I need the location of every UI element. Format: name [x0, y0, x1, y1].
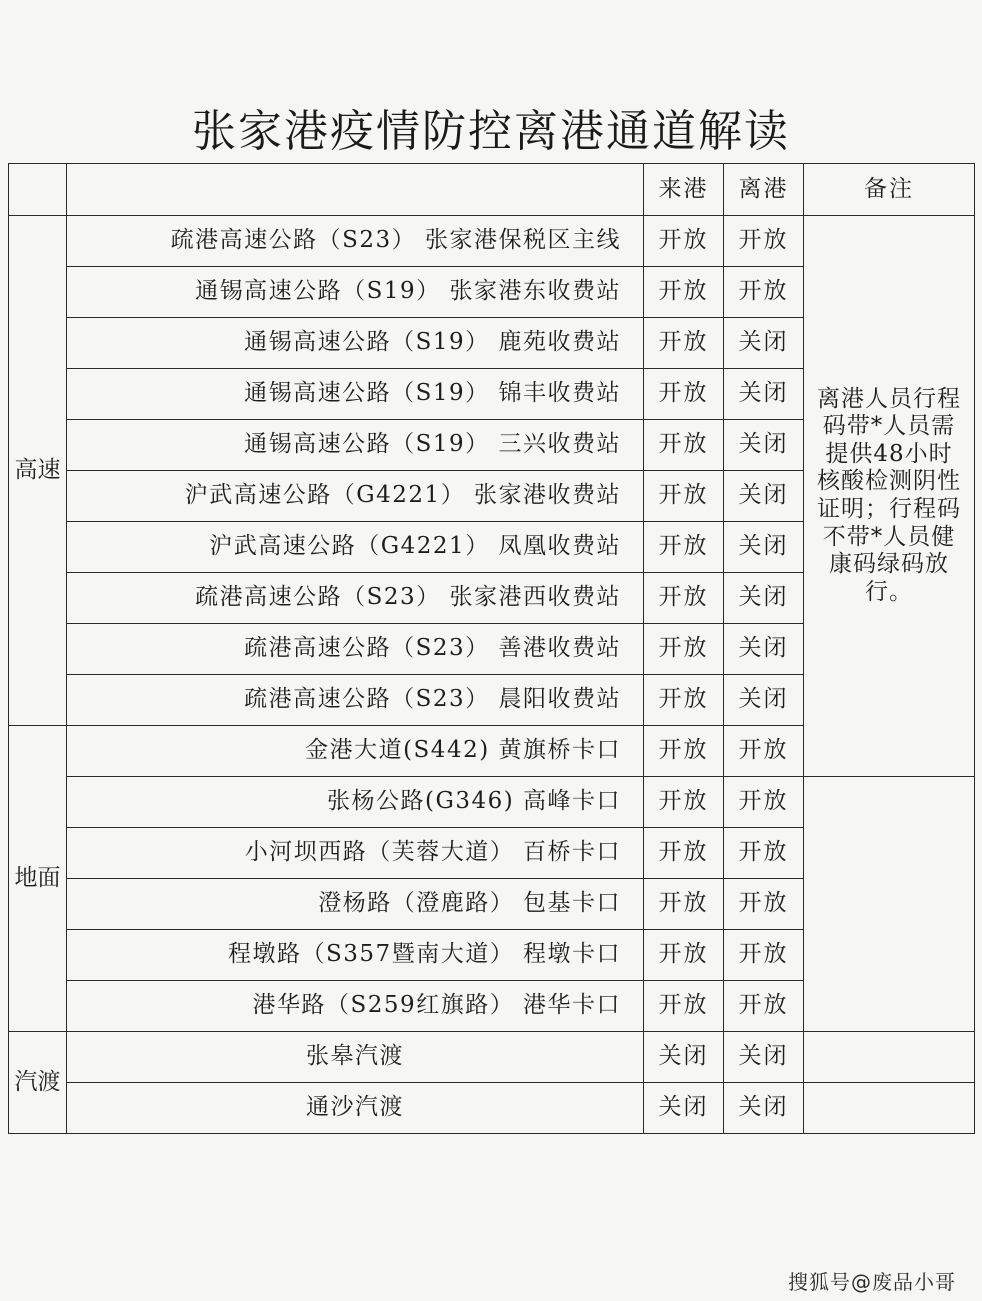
header-arrival: 来港 [644, 164, 724, 216]
departure-status: 关闭 [724, 1083, 804, 1134]
route-cell: 小河坝西路（芙蓉大道） 百桥卡口 [67, 828, 644, 879]
route-cell: 张皋汽渡 [67, 1032, 644, 1083]
arrival-status: 开放 [644, 930, 724, 981]
arrival-status: 开放 [644, 726, 724, 777]
departure-status: 开放 [724, 267, 804, 318]
route-cell: 张杨公路(G346) 高峰卡口 [67, 777, 644, 828]
departure-status: 关闭 [724, 420, 804, 471]
watermark: 搜狐号@废品小哥 [788, 1270, 956, 1294]
arrival-status: 开放 [644, 471, 724, 522]
route-cell: 沪武高速公路（G4221） 张家港收费站 [67, 471, 644, 522]
departure-status: 开放 [724, 828, 804, 879]
arrival-status: 开放 [644, 420, 724, 471]
checkpoint-table [8, 163, 975, 1134]
departure-status: 开放 [724, 216, 804, 267]
arrival-status: 开放 [644, 828, 724, 879]
arrival-status: 开放 [644, 267, 724, 318]
remark-cell: 离港人员行程码带*人员需提供48小时核酸检测阴性证明；行程码不带*人员健康码绿码放行。 [804, 216, 975, 777]
route-cell: 金港大道(S442) 黄旗桥卡口 [67, 726, 644, 777]
departure-status: 关闭 [724, 471, 804, 522]
table-row [9, 1032, 975, 1083]
remark-empty-cell [804, 1083, 975, 1134]
arrival-status: 开放 [644, 624, 724, 675]
route-cell: 疏港高速公路（S23） 善港收费站 [67, 624, 644, 675]
remark-empty-cell [804, 777, 975, 1032]
route-cell: 通锡高速公路（S19） 张家港东收费站 [67, 267, 644, 318]
header-departure: 离港 [724, 164, 804, 216]
category-ferry [9, 1032, 67, 1134]
departure-status: 开放 [724, 930, 804, 981]
departure-status: 关闭 [724, 675, 804, 726]
category-ground [9, 726, 67, 1032]
category-ground-label: 地面 [14, 864, 61, 891]
route-cell: 疏港高速公路（S23） 张家港西收费站 [67, 573, 644, 624]
header-route-cell [67, 164, 644, 216]
header-category-cell [9, 164, 67, 216]
departure-status: 关闭 [724, 624, 804, 675]
route-cell: 通锡高速公路（S19） 鹿苑收费站 [67, 318, 644, 369]
departure-status: 开放 [724, 981, 804, 1032]
departure-status: 开放 [724, 777, 804, 828]
table-row [9, 216, 975, 267]
arrival-status: 开放 [644, 981, 724, 1032]
route-cell: 疏港高速公路（S23） 晨阳收费站 [67, 675, 644, 726]
route-cell: 沪武高速公路（G4221） 凤凰收费站 [67, 522, 644, 573]
route-cell: 通锡高速公路（S19） 锦丰收费站 [67, 369, 644, 420]
table-row [9, 777, 975, 828]
route-cell: 澄杨路（澄鹿路） 包基卡口 [67, 879, 644, 930]
departure-status: 关闭 [724, 318, 804, 369]
departure-status: 关闭 [724, 522, 804, 573]
category-ferry-label: 汽渡 [14, 1068, 61, 1095]
arrival-status: 开放 [644, 522, 724, 573]
departure-status: 关闭 [724, 369, 804, 420]
arrival-status: 开放 [644, 675, 724, 726]
departure-status: 关闭 [724, 1032, 804, 1083]
arrival-status: 开放 [644, 879, 724, 930]
departure-status: 开放 [724, 726, 804, 777]
route-cell: 疏港高速公路（S23） 张家港保税区主线 [67, 216, 644, 267]
remark-empty-cell [804, 1032, 975, 1083]
category-highway [9, 216, 67, 726]
table-row [9, 1083, 975, 1134]
route-cell: 港华路（S259红旗路） 港华卡口 [67, 981, 644, 1032]
route-cell: 通锡高速公路（S19） 三兴收费站 [67, 420, 644, 471]
arrival-status: 开放 [644, 216, 724, 267]
departure-status: 开放 [724, 879, 804, 930]
document-title: 张家港疫情防控离港通道解读 [192, 106, 790, 157]
arrival-status: 关闭 [644, 1083, 724, 1134]
arrival-status: 关闭 [644, 1032, 724, 1083]
header-row [9, 164, 975, 216]
arrival-status: 开放 [644, 318, 724, 369]
route-cell: 程墩路（S357暨南大道） 程墩卡口 [67, 930, 644, 981]
departure-status: 关闭 [724, 573, 804, 624]
arrival-status: 开放 [644, 369, 724, 420]
arrival-status: 开放 [644, 777, 724, 828]
route-cell: 通沙汽渡 [67, 1083, 644, 1134]
category-highway-label: 高速 [14, 456, 61, 483]
arrival-status: 开放 [644, 573, 724, 624]
header-remarks: 备注 [804, 164, 975, 216]
